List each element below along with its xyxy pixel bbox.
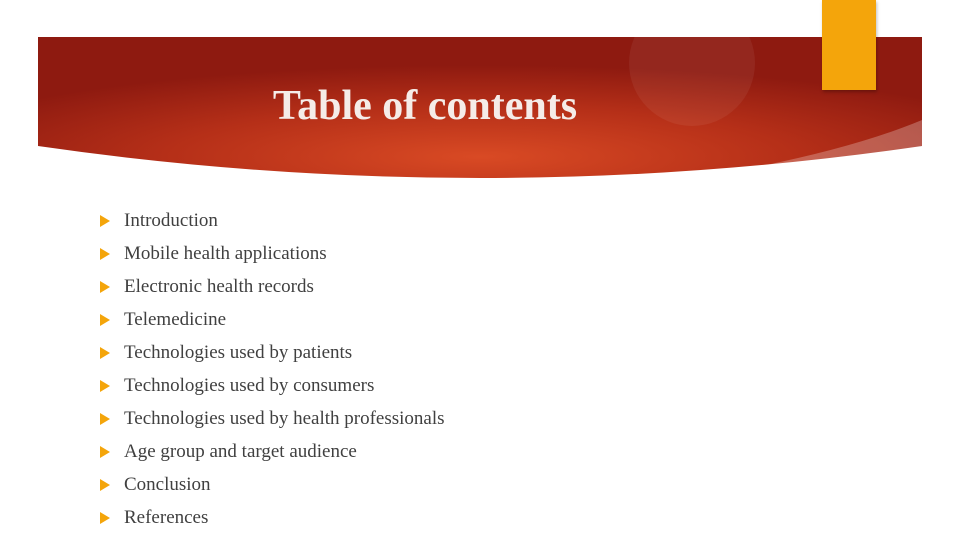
triangle-bullet-icon	[100, 446, 110, 458]
list-item-label: Electronic health records	[124, 276, 314, 297]
triangle-bullet-icon	[100, 347, 110, 359]
page-title: Table of contents	[272, 83, 578, 129]
list-item-label: Age group and target audience	[124, 441, 357, 462]
list-item-label: Mobile health applications	[124, 243, 327, 264]
triangle-bullet-icon	[100, 380, 110, 392]
list-item-label: Conclusion	[124, 474, 211, 495]
list-item-label: Introduction	[124, 210, 218, 231]
triangle-bullet-icon	[100, 281, 110, 293]
triangle-bullet-icon	[100, 479, 110, 491]
list-item-label: References	[124, 507, 209, 528]
triangle-bullet-icon	[100, 512, 110, 524]
triangle-bullet-icon	[100, 248, 110, 260]
list-item-label: Telemedicine	[124, 309, 227, 330]
list-item-label: Technologies used by consumers	[124, 375, 375, 396]
triangle-bullet-icon	[100, 215, 110, 227]
accent-tab	[822, 0, 876, 90]
triangle-bullet-icon	[100, 413, 110, 425]
triangle-bullet-icon	[100, 314, 110, 326]
list-item-label: Technologies used by health professionals	[124, 408, 445, 429]
list-item-label: Technologies used by patients	[124, 342, 353, 363]
